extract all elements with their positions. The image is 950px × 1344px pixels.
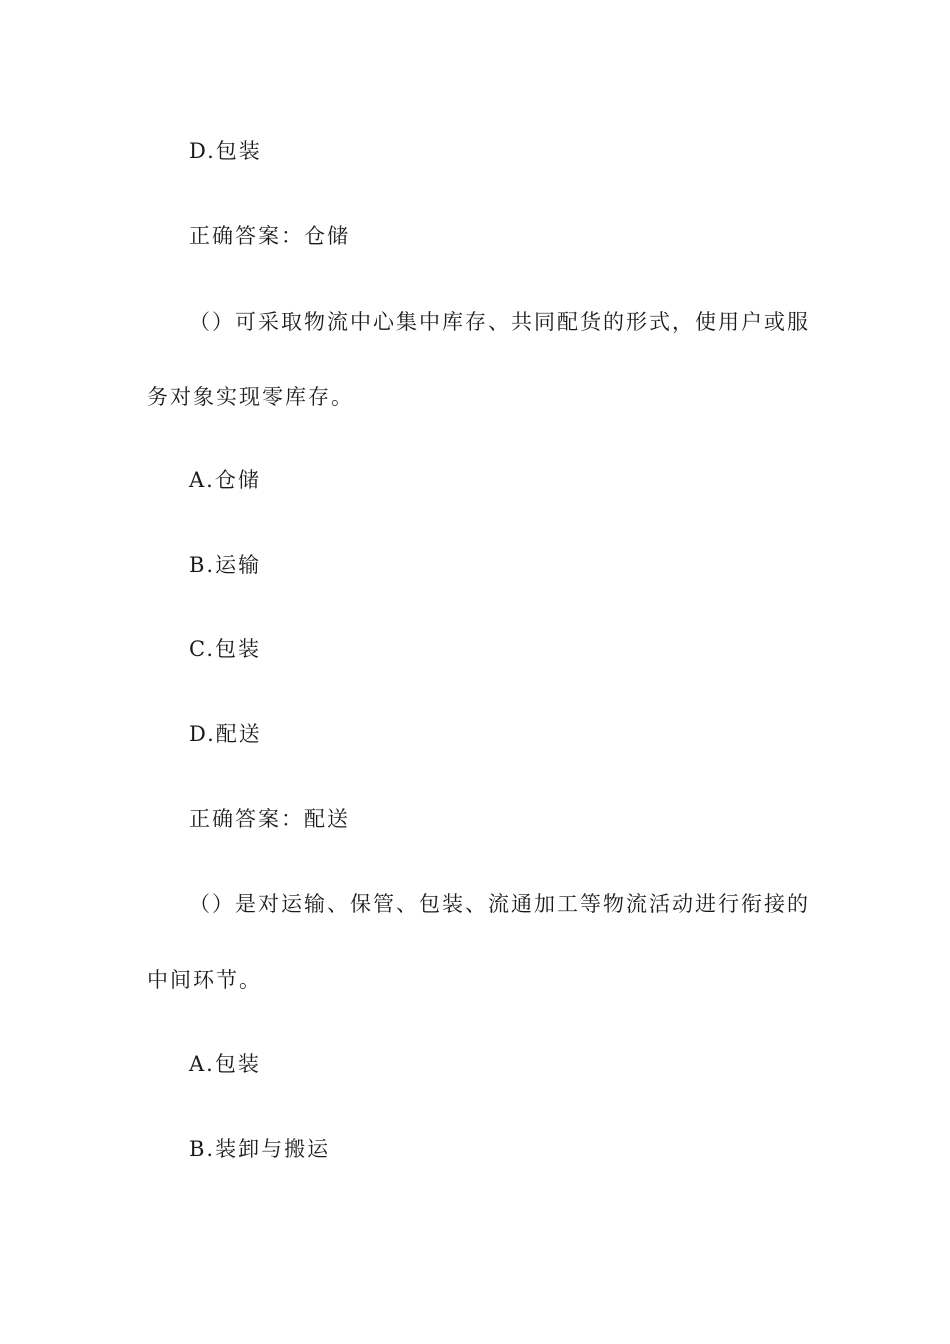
answer-storage: 正确答案：仓储 xyxy=(189,224,350,248)
option-b-loading-handling: B.装卸与搬运 xyxy=(189,1137,331,1161)
option-b-transport: B.运输 xyxy=(189,553,262,577)
question-zero-inventory-line2: 务对象实现零库存。 xyxy=(147,385,354,409)
answer-delivery: 正确答案：配送 xyxy=(189,807,350,831)
option-c-packaging: C.包装 xyxy=(189,637,261,661)
option-d-delivery: D.配送 xyxy=(189,722,262,746)
question-handling-line2: 中间环节。 xyxy=(147,968,262,992)
option-a-packaging: A.包装 xyxy=(189,1052,261,1076)
question-zero-inventory-line1: （）可采取物流中心集中库存、共同配货的形式，使用户或服 xyxy=(189,310,810,334)
question-handling-line1: （）是对运输、保管、包装、流通加工等物流活动进行衔接的 xyxy=(189,892,810,916)
option-a-storage: A.仓储 xyxy=(189,468,261,492)
option-d-packaging: D.包装 xyxy=(189,139,262,163)
